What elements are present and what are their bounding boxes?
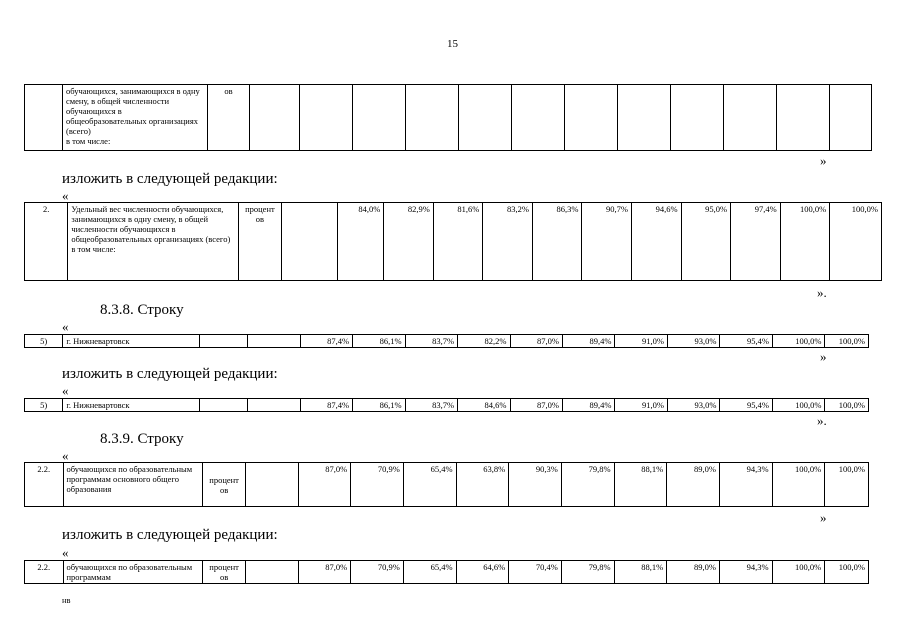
table-cell: 100,0% <box>780 203 830 281</box>
table-cell <box>671 85 724 151</box>
close-quote-period: ». <box>817 285 827 300</box>
table-cell: 87,4% <box>300 399 352 412</box>
table-cell: г. Нижневартовск <box>63 399 199 412</box>
table-row-1-old <box>24 84 872 151</box>
table-cell: 100,0% <box>772 399 824 412</box>
close-quote: » <box>820 153 827 168</box>
section-heading: 8.3.8. Строку <box>100 302 184 318</box>
table-cell: 100,0% <box>825 561 869 584</box>
open-quote: « <box>62 383 69 398</box>
table-cell <box>250 85 300 151</box>
close-quote-period: ». <box>817 413 827 428</box>
table-cell: 87,0% <box>510 399 562 412</box>
table-cell: 82,9% <box>384 203 434 281</box>
close-quote: » <box>820 349 827 364</box>
table-cell: 89,4% <box>563 399 615 412</box>
table-cell: процент ов <box>238 203 281 281</box>
table-cell: 100,0% <box>830 203 882 281</box>
table-cell: 79,8% <box>561 463 614 507</box>
table-cell <box>245 463 298 507</box>
table-cell <box>353 85 406 151</box>
instruction-text: изложить в следующей редакции: <box>62 171 278 187</box>
table-cell: ов <box>208 85 250 151</box>
table-cell: г. Нижневартовск <box>63 335 199 348</box>
table-cell: 5) <box>25 399 63 412</box>
table-cell <box>248 335 300 348</box>
table-cell: 88,1% <box>614 561 667 584</box>
table-cell: 5) <box>25 335 63 348</box>
table-cell: 2.2. <box>25 561 64 584</box>
table-cell: 2.2. <box>25 463 64 507</box>
table-cell: 100,0% <box>825 399 869 412</box>
table-cell: 87,0% <box>298 463 351 507</box>
table-row-4-new <box>24 560 869 584</box>
table-cell: 65,4% <box>403 561 456 584</box>
table-cell: 82,2% <box>458 335 510 348</box>
table-cell: обучающихся по образовательным программам <box>63 561 203 584</box>
table-cell <box>300 85 353 151</box>
table-cell: обучающихся по образовательным программам основного общего образования <box>63 463 203 507</box>
table-row-3-new <box>24 398 869 412</box>
table-cell: 70,9% <box>351 463 404 507</box>
table-cell: 83,7% <box>405 399 457 412</box>
table-cell: 90,3% <box>509 463 562 507</box>
close-quote: » <box>820 510 827 525</box>
table-cell: 100,0% <box>772 463 825 507</box>
table-cell: 88,1% <box>614 463 667 507</box>
table-cell: 86,3% <box>532 203 582 281</box>
table-cell: обучающихся, занимающихся в одну смену, в общей численности обучающихся в общеобразовательных организациях (всего) в том числе: <box>63 85 208 151</box>
table-cell: 84,6% <box>458 399 510 412</box>
table-cell: 93,0% <box>667 335 719 348</box>
table-cell: 94,3% <box>719 463 772 507</box>
table-cell <box>199 335 247 348</box>
instruction-text: изложить в следующей редакции: <box>62 527 278 543</box>
table-cell: Удельный вес численности обучающихся, занимающихся в одну смену, в общей численности обучающихся в общеобразовательных организациях (всего) в том числе: <box>68 203 238 281</box>
table-cell: 2. <box>25 203 68 281</box>
table-cell: 86,1% <box>353 399 405 412</box>
instruction-text: изложить в следующей редакции: <box>62 366 278 382</box>
table-cell: 70,9% <box>351 561 404 584</box>
section-heading: 8.3.9. Строку <box>100 431 184 447</box>
table-cell: 95,4% <box>720 399 772 412</box>
table-cell: 97,4% <box>731 203 781 281</box>
table-cell <box>830 85 872 151</box>
table-cell: 95,0% <box>681 203 731 281</box>
table-cell: 79,8% <box>561 561 614 584</box>
table-cell <box>282 203 338 281</box>
table-cell: 95,4% <box>720 335 772 348</box>
table-cell <box>459 85 512 151</box>
open-quote: « <box>62 448 69 463</box>
table-cell <box>512 85 565 151</box>
table-cell: 100,0% <box>825 463 869 507</box>
table-cell: 86,1% <box>353 335 405 348</box>
table-cell: 93,0% <box>667 399 719 412</box>
table-cell: 63,8% <box>456 463 509 507</box>
table-cell: 90,7% <box>582 203 632 281</box>
table-cell: 87,0% <box>510 335 562 348</box>
table-cell: 91,0% <box>615 399 667 412</box>
table-cell <box>25 85 63 151</box>
table-cell: 91,0% <box>615 335 667 348</box>
footer-fragment: нв <box>62 595 71 605</box>
open-quote: « <box>62 319 69 334</box>
table-row-4-old <box>24 462 869 507</box>
table-cell: 87,4% <box>300 335 352 348</box>
open-quote: « <box>62 188 69 203</box>
table-cell: 89,0% <box>667 463 720 507</box>
table-cell <box>199 399 247 412</box>
table-cell <box>248 399 300 412</box>
page-number: 15 <box>447 38 458 50</box>
table-cell: 65,4% <box>403 463 456 507</box>
table-row-2-new <box>24 202 882 281</box>
table-cell: процент ов <box>203 463 246 507</box>
table-cell: 94,3% <box>719 561 772 584</box>
table-cell <box>724 85 777 151</box>
table-cell: 89,4% <box>563 335 615 348</box>
table-cell: процент ов <box>203 561 246 584</box>
table-cell: 87,0% <box>298 561 351 584</box>
table-cell: 94,6% <box>632 203 682 281</box>
table-cell: 100,0% <box>772 561 825 584</box>
table-cell: 89,0% <box>667 561 720 584</box>
open-quote: « <box>62 545 69 560</box>
table-cell <box>618 85 671 151</box>
table-cell <box>565 85 618 151</box>
table-cell: 100,0% <box>825 335 869 348</box>
table-cell: 83,7% <box>405 335 457 348</box>
table-cell: 100,0% <box>772 335 824 348</box>
table-cell: 83,2% <box>483 203 533 281</box>
table-cell: 81,6% <box>433 203 483 281</box>
table-row-3-old <box>24 334 869 348</box>
table-cell <box>406 85 459 151</box>
table-cell: 64,6% <box>456 561 509 584</box>
table-cell: 70,4% <box>509 561 562 584</box>
table-cell: 84,0% <box>337 203 383 281</box>
table-cell <box>777 85 830 151</box>
table-cell <box>245 561 298 584</box>
